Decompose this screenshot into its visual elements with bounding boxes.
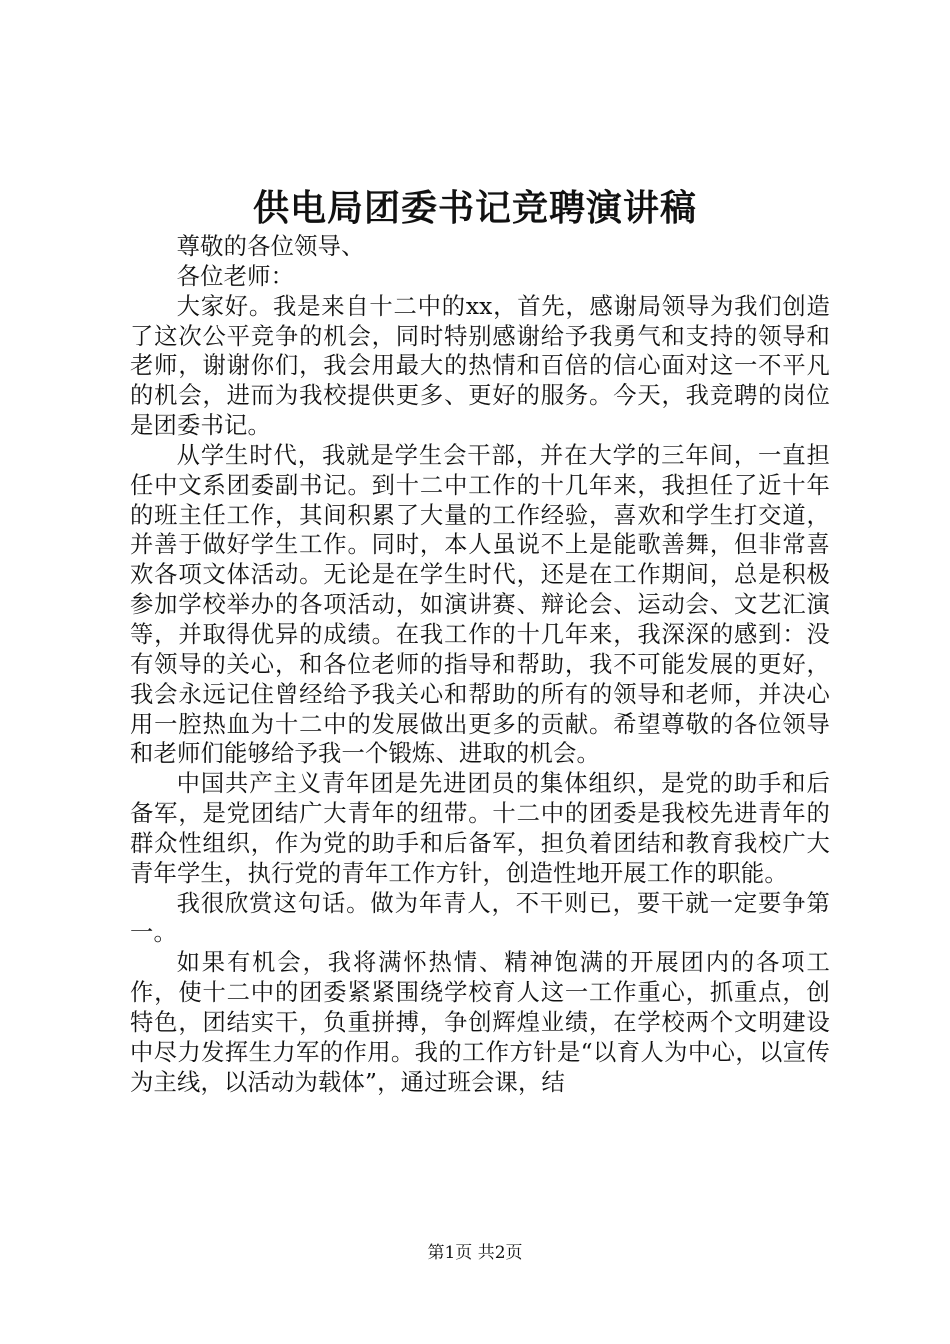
document-title: 供电局团委书记竞聘演讲稿 [252, 187, 697, 229]
paragraph-plan: 如果有机会，我将满怀热情、精神饱满的开展团内的各项工作，使十二中的团委紧紧围绕学校育人这一工作重心，抓重点，创特色，团结实干，负重拼搏，争创辉煌业绩，在学校两个文明建设中尽力发挥生力军的作用。我的工作方针是“以育人为中心，以宣传为主线，以活动为载体”，通过班会课，结 [130, 949, 830, 1096]
document-body [130, 232, 830, 1097]
paragraph-motto: 我很欣赏这句话。做为年青人，不干则已，要干就一定要争第一。 [130, 889, 830, 947]
salutation-line-1: 尊敬的各位领导、 [176, 233, 365, 260]
paragraph-background: 从学生时代，我就是学生会干部，并在大学的三年间，一直担任中文系团委副书记。到十二中工作的十几年来，我担任了近十年的班主任工作，其间积累了大量的工作经验，喜欢和学生打交道，并善于做好学生工作。同时，本人虽说不上是能歌善舞，但非常喜欢各项文体活动。无论是在学生时代，还是在工作期间，总是积极参加学校举办的各项活动，如演讲赛、辩论会、运动会、文艺汇演等，并取得优异的成绩。在我工作的十几年来，我深深的感到：没有领导的关心，和各位老师的指导和帮助，我不可能发展的更好，我会永远记住曾经给予我关心和帮助的所有的领导和老师，并决心用一腔热血为十二中的发展做出更多的贡献。希望尊敬的各位领导和老师们能够给予我一个锻炼、进取的机会。 [130, 441, 830, 768]
salutation-line-2: 各位老师： [176, 262, 295, 290]
paragraph-greeting: 大家好。我是来自十二中的xx，首先，感谢局领导为我们创造了这次公平竞争的机会，同时特别感谢给予我勇气和支持的领导和老师，谢谢你们，我会用最大的热情和百倍的信心面对这一不平凡的机会，进而为我校提供更多、更好的服务。今天，我竞聘的岗位是团委书记。 [130, 292, 830, 440]
page-footer: 第1页 共2页 [427, 1243, 523, 1263]
paragraph-league-role: 中国共产主义青年团是先进团员的集体组织，是党的助手和后备军，是党团结广大青年的纽带。十二中的团委是我校先进青年的群众性组织，作为党的助手和后备军，担负着团结和教育我校广大青年学生，执行党的青年工作方针，创造性地开展工作的职能。 [130, 770, 830, 887]
